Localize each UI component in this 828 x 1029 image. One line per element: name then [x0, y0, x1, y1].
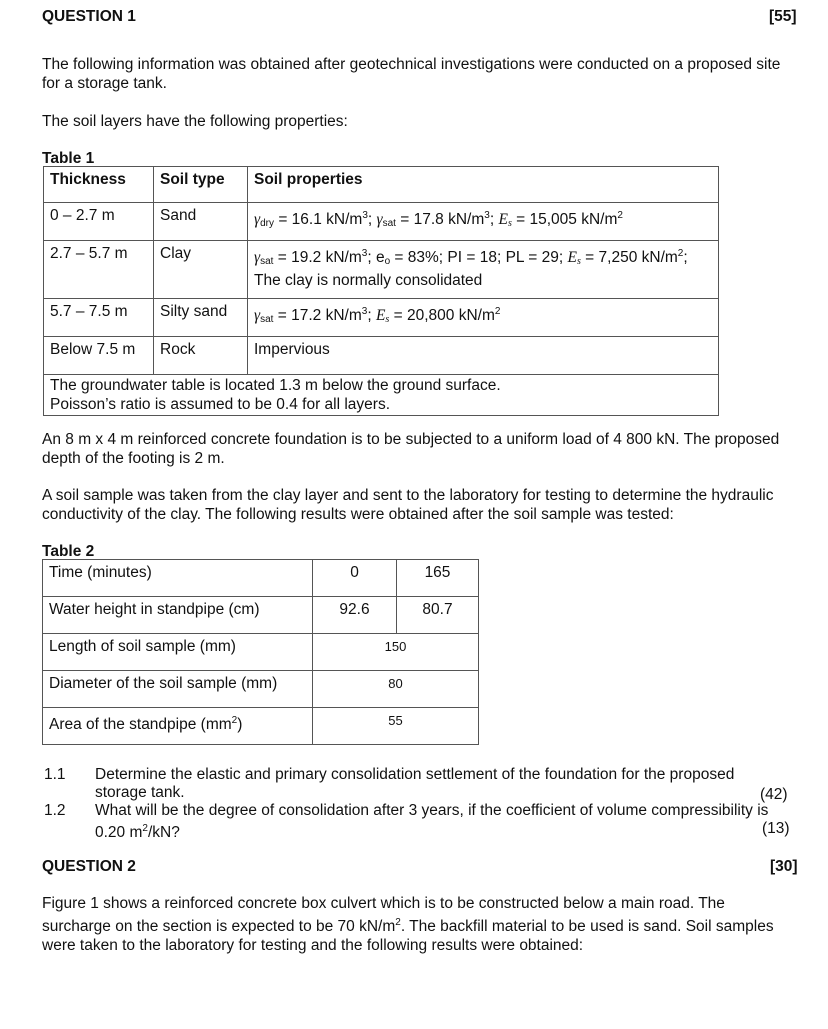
time-1: 165 — [397, 560, 479, 597]
sample-paragraph: A soil sample was taken from the clay layer and sent to the laboratory for testing to determine the hydraulic conductivity of the clay. The following results were obtained after the soil sample was tested: — [42, 487, 774, 523]
value-text: ; e — [367, 249, 385, 266]
table-1-caption: Table 1 — [42, 150, 95, 167]
table-notes-row — [44, 375, 719, 416]
superscript: 3 — [361, 248, 368, 259]
value-text: = 7,250 kN/m — [580, 249, 678, 266]
value-text: = 17.2 kN/m — [273, 307, 362, 324]
height-1: 80.7 — [397, 597, 479, 634]
table-row — [43, 671, 479, 708]
value-text: surcharge on the section is expected to be 70 kN/m — [42, 918, 396, 935]
soil-properties-cell — [248, 241, 719, 299]
subscript: s — [576, 256, 581, 267]
separator: ; — [489, 211, 499, 228]
separator: ; — [367, 211, 377, 228]
superscript: 2 — [677, 248, 684, 259]
superscript: 2 — [617, 210, 623, 221]
value-text: = 20,800 kN/m — [389, 307, 495, 324]
gamma-symbol: γ — [254, 211, 261, 228]
question-1-intro: The following information was obtained after geotechnical investigations were conducted on a proposed site for a storage tank. — [42, 56, 781, 92]
separator: ; — [367, 307, 376, 324]
value-text: /kN? — [147, 824, 180, 841]
header-soil-properties: Soil properties — [248, 167, 719, 203]
table-row — [44, 337, 719, 375]
value-text: = 15,005 kN/m — [511, 211, 618, 228]
subscript: dry — [260, 218, 275, 229]
soil-type-cell: Silty sand — [154, 299, 248, 337]
length-label: Length of soil sample (mm) — [43, 634, 313, 671]
area-value: 55 — [313, 708, 479, 745]
subscript: s — [385, 314, 390, 325]
modulus-symbol: E — [498, 211, 508, 228]
thickness-cell: Below 7.5 m — [44, 337, 154, 375]
value-text: = 83%; PI = 18; PL = 29; — [390, 249, 568, 266]
foundation-paragraph: An 8 m x 4 m reinforced concrete foundation is to be subjected to a uniform load of 4 800 kN. The proposed depth of the footing is 2 m. — [42, 431, 780, 467]
separator: ; — [683, 249, 688, 266]
subquestion-1-2-text: What will be the degree of consolidation after 3 years, if the coefficient of volume compressibility is — [95, 802, 769, 819]
soil-properties-cell: Impervious — [248, 337, 719, 375]
superscript: 3 — [484, 210, 490, 221]
permeability-table — [42, 559, 479, 745]
header-soil-type: Soil type — [154, 167, 248, 203]
value-text: 0.20 m — [95, 824, 143, 841]
superscript: 2 — [231, 715, 238, 726]
subscript: sat — [382, 218, 396, 229]
subscript: o — [384, 256, 391, 267]
superscript: 2 — [494, 306, 501, 317]
modulus-symbol: E — [375, 307, 386, 324]
table-notes-cell — [44, 375, 719, 416]
soil-type-cell: Clay — [154, 241, 248, 299]
area-label-close: ) — [237, 716, 243, 733]
value-text: = 16.1 kN/m — [274, 211, 363, 228]
poisson-note: Poisson’s ratio is assumed to be 0.4 for all layers. — [50, 396, 391, 413]
clay-note: The clay is normally consolidated — [254, 272, 483, 289]
table-row — [43, 560, 479, 597]
question-2-title: QUESTION 2 — [42, 858, 136, 875]
question-2-line-1: Figure 1 shows a reinforced concrete box culvert which is to be constructed below a main road. The — [42, 895, 725, 912]
subscript: sat — [260, 314, 274, 325]
subscript: sat — [260, 256, 274, 267]
gamma-symbol: γ — [254, 307, 261, 324]
subquestion-1-2-text-2 — [95, 819, 180, 842]
table-row — [44, 203, 719, 241]
diameter-label: Diameter of the soil sample (mm) — [43, 671, 313, 708]
thickness-cell: 2.7 – 5.7 m — [44, 241, 154, 299]
table-row — [43, 597, 479, 634]
table-2-caption: Table 2 — [42, 543, 95, 560]
gamma-symbol: γ — [376, 211, 383, 228]
subquestion-1-2-marks: (13) — [762, 820, 790, 837]
modulus-symbol: E — [567, 249, 577, 266]
time-label: Time (minutes) — [43, 560, 313, 597]
value-text: . The backfill material to be used is sand. Soil samples — [400, 918, 774, 935]
subquestion-1-2-number: 1.2 — [44, 802, 66, 819]
subscript: s — [507, 218, 512, 229]
subquestion-1-1-number: 1.1 — [44, 766, 66, 783]
soil-type-cell: Sand — [154, 203, 248, 241]
length-value: 150 — [313, 634, 479, 671]
groundwater-note: The groundwater table is located 1.3 m below the ground surface. — [50, 377, 501, 394]
header-thickness: Thickness — [44, 167, 154, 203]
question-2-paragraph — [42, 894, 822, 955]
value-text: = 17.8 kN/m — [395, 211, 485, 228]
gamma-symbol: γ — [254, 249, 261, 266]
soil-layers-intro: The soil layers have the following properties: — [42, 113, 348, 130]
subquestion-1-1-text: Determine the elastic and primary consolidation settlement of the foundation for the proposed — [95, 766, 735, 783]
subquestion-1-1-text-2: storage tank. — [95, 784, 185, 801]
soil-type-cell: Rock — [154, 337, 248, 375]
diameter-value: 80 — [313, 671, 479, 708]
table-row — [44, 241, 719, 299]
question-2-line-3: were taken to the laboratory for testing and the following results were obtained: — [42, 937, 584, 954]
soil-properties-table — [43, 166, 719, 416]
height-0: 92.6 — [313, 597, 397, 634]
soil-properties-cell — [248, 299, 719, 337]
table-row — [43, 708, 479, 745]
table-row — [44, 299, 719, 337]
question-2-line-2 — [42, 913, 822, 936]
area-label — [43, 708, 313, 745]
height-label: Water height in standpipe (cm) — [43, 597, 313, 634]
superscript: 3 — [362, 210, 368, 221]
question-1-title: QUESTION 1 — [42, 8, 136, 25]
thickness-cell: 5.7 – 7.5 m — [44, 299, 154, 337]
superscript: 3 — [361, 306, 368, 317]
table-row — [43, 634, 479, 671]
superscript: 2 — [142, 823, 148, 834]
question-1-marks: [55] — [769, 8, 797, 25]
question-2-marks: [30] — [770, 858, 798, 875]
superscript: 2 — [395, 917, 401, 928]
value-text: = 19.2 kN/m — [273, 249, 362, 266]
table-header-row — [44, 167, 719, 203]
area-label-text: Area of the standpipe (mm — [49, 716, 232, 733]
subquestion-1-1-marks: (42) — [760, 786, 788, 803]
time-0: 0 — [313, 560, 397, 597]
thickness-cell: 0 – 2.7 m — [44, 203, 154, 241]
soil-properties-cell — [248, 203, 719, 241]
